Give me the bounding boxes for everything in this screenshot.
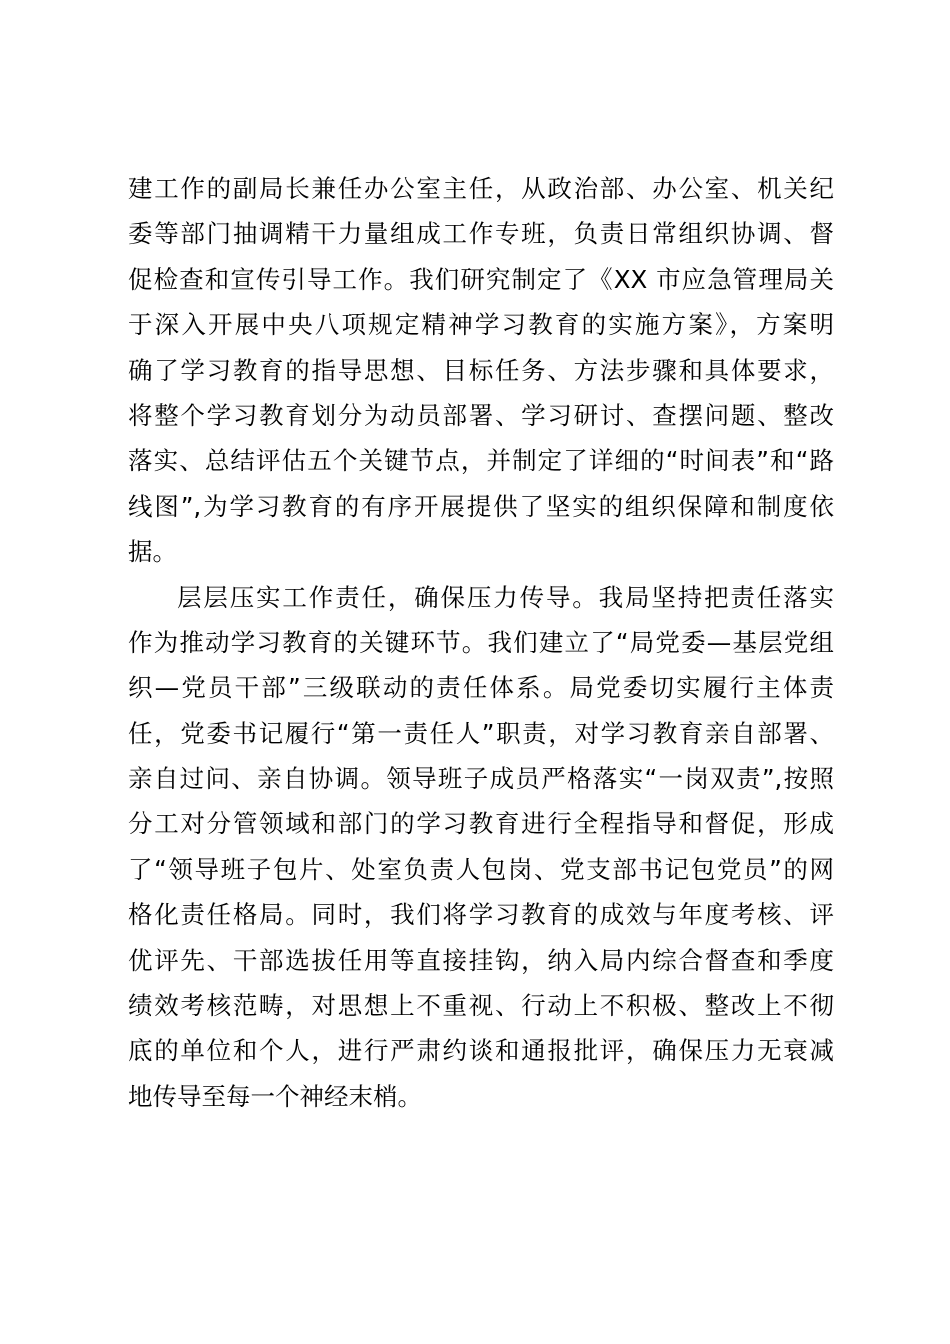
text-line: 了“领导班子包片、处室负责人包岗、党支部书记包党员”的网 [128, 854, 834, 884]
paragraph-2 [128, 575, 834, 1120]
text-line: 亲自过问、亲自协调。领导班子成员严格落实“一岗双责”,按照 [128, 764, 834, 794]
text-line: 将整个学习教育划分为动员部署、学习研讨、查摆问题、整改 [128, 400, 834, 430]
text-line: 促检查和宣传引导工作。我们研究制定了《XX 市应急管理局关 [128, 264, 834, 294]
text-line: 于深入开展中央八项规定精神学习教育的实施方案》，方案明 [128, 310, 834, 340]
text-line: 地传导至每一个神经末梢。 [128, 1081, 422, 1111]
text-line: 织—党员干部”三级联动的责任体系。局党委切实履行主体责 [128, 673, 834, 703]
text-line: 层层压实工作责任，确保压力传导。我局坚持把责任落实 [177, 582, 834, 612]
text-line: 落实、总结评估五个关键节点，并制定了详细的“时间表”和“路 [128, 446, 834, 476]
text-line: 确了学习教育的指导思想、目标任务、方法步骤和具体要求， [128, 355, 834, 385]
text-line: 底的单位和个人，进行严肃约谈和通报批评，确保压力无衰减 [128, 1036, 834, 1066]
body-text [128, 166, 834, 1119]
text-line: 分工对分管领域和部门的学习教育进行全程指导和督促，形成 [128, 809, 834, 839]
text-line: 建工作的副局长兼任办公室主任，从政治部、办公室、机关纪 [128, 174, 834, 203]
text-line: 任，党委书记履行“第一责任人”职责，对学习教育亲自部署、 [128, 718, 834, 748]
paragraph-1 [128, 166, 834, 575]
text-line: 据。 [128, 537, 177, 567]
text-line: 委等部门抽调精干力量组成工作专班，负责日常组织协调、督 [128, 219, 834, 249]
text-line: 优评先、干部选拔任用等直接挂钩，纳入局内综合督查和季度 [128, 945, 834, 975]
text-line: 格化责任格局。同时，我们将学习教育的成效与年度考核、评 [128, 900, 834, 930]
text-line: 作为推动学习教育的关键环节。我们建立了“局党委—基层党组 [128, 627, 834, 657]
text-line: 线图”,为学习教育的有序开展提供了坚实的组织保障和制度依 [128, 491, 834, 521]
text-line: 绩效考核范畴，对思想上不重视、行动上不积极、整改上不彻 [128, 991, 834, 1021]
